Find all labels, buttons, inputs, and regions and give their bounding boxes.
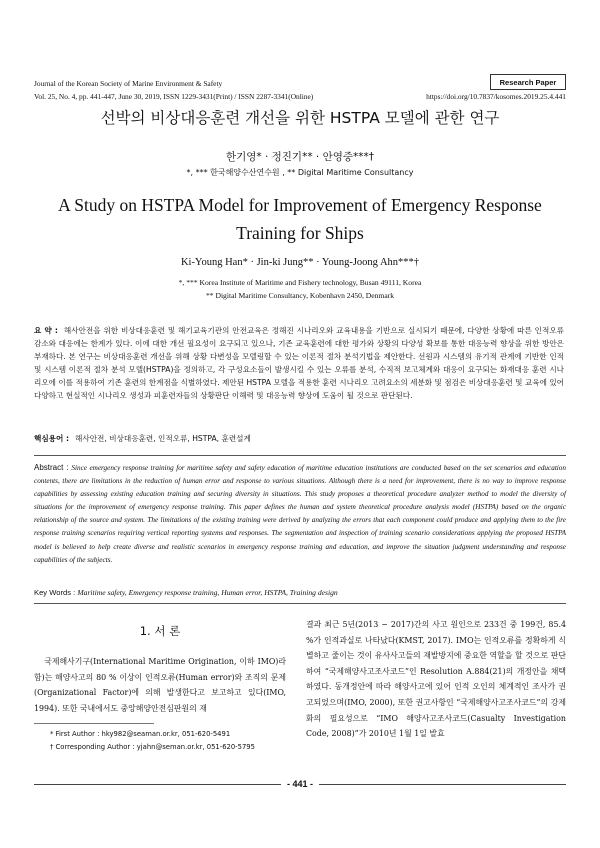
korean-abstract [34, 324, 564, 402]
doi-link[interactable]: https://doi.org/10.7837/kosomes.2019.25.4.441 [426, 92, 566, 101]
english-keywords-text: Maritime safety, Emergency response training, Human error, HSTPA, Training design [77, 588, 338, 597]
english-abstract [34, 461, 566, 567]
journal-name: Journal of the Korean Society of Marine Environment & Safety [34, 79, 223, 88]
article-type-badge: Research Paper [490, 74, 566, 90]
english-keywords-label: Key Words : [34, 588, 78, 597]
body-left-column: 국제해사기구(International Maritime Origination, 이하 IMO)라 함)는 해양사고의 80 % 이상이 인적오류(Human error)와 조직의 문제(Organizational Factor)에 의해 발생한다고 보고하고 있다(IMO, 1994). 또한 국내에서도 중앙해양안전심판원의 재 [34, 657, 286, 713]
korean-title: 선박의 비상대응훈련 개선을 위한 HSTPA 모델에 관한 연구 [100, 109, 500, 127]
korean-keywords [34, 433, 251, 444]
korean-abstract-label: 요 약 : [34, 326, 58, 335]
footnote-rule [34, 723, 154, 724]
korean-affiliation: *, *** 한국해양수산연수원 , ** Digital Maritime Consultancy [186, 168, 414, 177]
english-keywords [34, 588, 338, 597]
english-abstract-text: Since emergency response training for maritime safety and safety education of maritime education institutions are conducted based on the set scenarios and education contents, there are limitations in the reduction of human error and response to various situations. Although there is a need for improvement, there is no way to improve response capabilities by assessing existing education training and securing diversity in situations. This study proposes a theoretical procedure analyzer method to model the diversity of situations for the improvement of emergency response training. This paper defines the human and system theoretical procedure analysis model (HSTPA) based on the organic relationship of the source and system. The limitations of the existing training were derived by analyzing the errors that each component could produce and applying them to the fire response training scenarios requiring vertical reporting systems and responses. The segmentation and inspection of training scenario considerations applying the proposed HSTPA model is believed to help create diverse and realistic scenarios in emergency response training and education, and improve the situation judgment understanding and response capabilities of the subjects. [34, 464, 566, 564]
volume-info: Vol. 25, No. 4, pp. 441-447, June 30, 2019, ISSN 1229-3431(Print) / ISSN 2287-3341(Online) [34, 92, 314, 101]
body-right-column: 결과 최근 5년(2013 ~ 2017)간의 사고 원인으로 233건 중 199건, 85.4 %가 인적과실로 나타났다(KMST, 2017). IMO는 인적오류를 정확하게 식별하고 줄이는 것이 유사사고들의 재발방지에 중요한 역할을 할 것으로 판단하여 “국제해양사고조사코드”인 Resolution A.884(21)의 개정안을 채택하였다. 동개정안에 따라 해양사고에 있어 인적 오인의 체계적인 조사가 권고되었으며(IMO, 2000), 또한 권고사항인 “국제해양사고조사코드”의 강제화의 필요성으로 “IMO 해양사고조사코드(Casualty Investigation Code, 2008)”가 2010년 1월 1일 발효 [306, 620, 566, 739]
korean-keywords-label: 핵심용어 : [34, 434, 70, 443]
english-abstract-label: Abstract : [34, 463, 72, 472]
english-affiliation-2: ** Digital Maritime Consultancy, Kobenhavn 2450, Denmark [205, 291, 395, 300]
abstract-bottom-rule [34, 603, 566, 604]
page-number: - 441 - [286, 779, 313, 789]
english-affiliation-1: *, *** Korea Institute of Maritime and Fishery technology, Busan 49111, Korea [178, 278, 422, 287]
footnote-first-author: * First Author : hky982@seaman.or.kr, 051-620-5491 [50, 730, 231, 738]
section-heading: 1. 서 론 [139, 624, 181, 638]
english-authors: Ki-Young Han* · Jin-ki Jung** · Young-Joong Ahn***† [180, 257, 420, 268]
korean-abstract-text: 해사안전을 위한 비상대응훈련 및 해기교육기관의 안전교육은 정해진 시나리오와 교육내용을 기반으로 실시되기 때문에, 다양한 상황에 따른 인적오류 감소와 대응에는 한계가 있다. 이에 대한 개선 필요성이 요구되고 있으나, 기존 교육훈련에 대한 평가와 상황의 다양성 확보를 통한 대응능력 향상을 위한 방안은 부재하다. 본 연구는 비상대응훈련 개선을 위해 상황 다변성을 모델링할 수 있는 이론적 절차 분석기법을 제안한다. 선원과 시스템의 유기적 관계에 기반한 인적 및 시스템 이론적 절차 분석 모델(HSTPA)을 정의하고, 각 구성요소들이 발생시킬 수 있는 오류를 분석, 수직적 보고체계와 대응이 요구되는 화재대응 훈련 시나리오에 이를 적용하여 기존 훈련의 한계점을 식별하였다. 제안된 HSTPA 모델을 적용한 훈련 시나리오 고려요소의 세분화 및 점검은 비상대응훈련 및 교육에 있어 다양하고 현실적인 시나리오 생성과 피훈련자들의 상황판단 이해력 및 대응능력 향상에 도움이 될 것으로 판단된다. [34, 326, 564, 400]
korean-keywords-text: 해사안전, 비상대응훈련, 인적오류, HSTPA, 훈련설계 [75, 434, 251, 443]
english-title: A Study on HSTPA Model for Improvement of Emergency Response Training for Ships [58, 195, 542, 243]
footnote-corresponding-author: † Corresponding Author : yjahn@seman.or.kr, 051-620-5795 [50, 743, 255, 751]
abstract-top-rule [34, 455, 566, 456]
korean-authors: 한기영* · 정진기** · 안영중***† [225, 151, 375, 163]
